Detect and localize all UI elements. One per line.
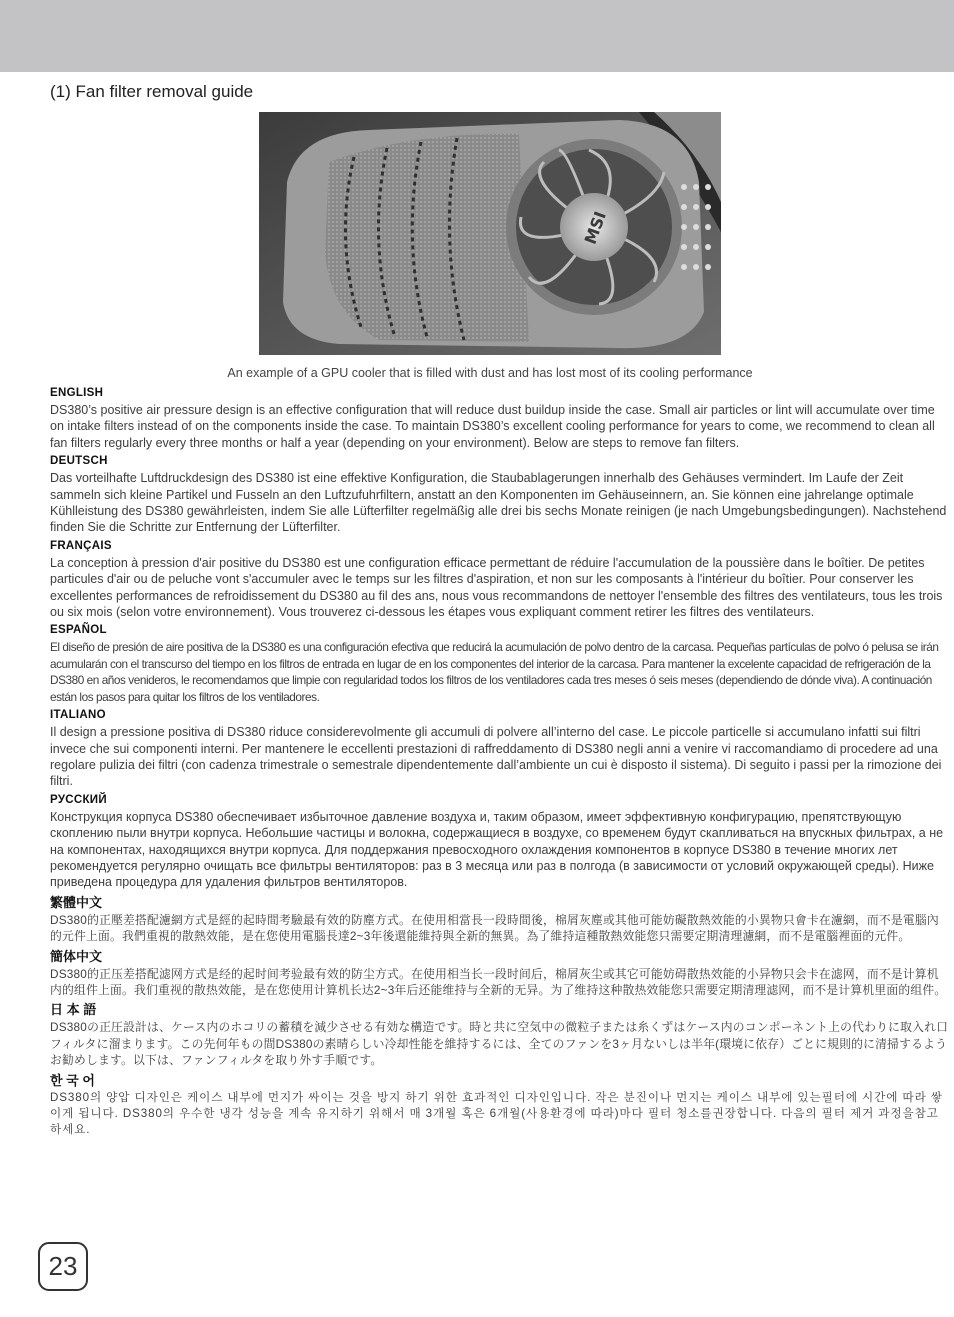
paragraph-italiano: Il design a pressione positiva di DS380 riduce considerevolmente gli accumuli di polvere all’interno del case. Le piccole particelle si accumulano infatti sui filtri invece che sui componenti interni. Per mantenere le eccellenti prestazioni di raffreddamento di DS380 negli anni a venire vi raccomandiamo di procedere ad una regolare pulizia dei filtri (con cadenza trimestrale o semestrale dipendentemente dall’ambiente un cui è disposto il sistema). Di seguito i passi per la rimozione dei filtri.	[50, 725, 942, 789]
header-band	[0, 0, 954, 72]
heading-francais: FRANÇAIS	[50, 539, 112, 552]
page-number-box	[38, 1242, 88, 1291]
heading-english: ENGLISH	[50, 387, 104, 399]
language-sections	[50, 384, 950, 1142]
heading-japanese: 日 本 語	[50, 1002, 97, 1018]
svg-text:MSI: MSI	[580, 208, 610, 247]
paragraph-espanol: El diseño de presión de aire positiva de la DS380 es una configuración efectiva que reducirá la acumulación de polvo dentro de la carcasa. Pequeñas partículas de polvo ó pelusa se irán acumularán con el transcurso del tiempo en los filtros de entrada en lugar de en los componentes del interior de la carcasa. Para mantener la excelente capacidad de refrigeración de la DS380 en años venideros, le recomendamos que limpie con regularidad todos los filtros de los ventiladores cada tres meses ó seis meses (dependiendo de dónde viva). A continuación están los pasos para quitar los filtros de los ventiladores.	[50, 640, 939, 704]
paragraph-korean: DS380의 양압 디자인은 케이스 내부에 먼지가 싸이는 것을 방지 하기 위한 효과적인 디자인입니다. 작은 분진이나 먼지는 케이스 내부에 있는필터에 시간에 따라 쌓이게 됩니다. DS380의 우수한 냉각 성능을 계속 유지하기 위해서 매 3개월 혹은 6개월(사용환경에 따라)마다 필터 청소를권장합니다. 다음의 필터 제거 과정을참고하세요.	[50, 1090, 943, 1137]
heading-russian: РУССКИЙ	[50, 793, 107, 806]
heading-espanol: ESPAÑOL	[50, 624, 107, 637]
page-number: 23	[48, 1251, 78, 1281]
heading-korean: 한 국 어	[50, 1072, 95, 1088]
heading-italiano: ITALIANO	[50, 709, 106, 722]
paragraph-simplified-chinese: DS380的正压差搭配滤网方式是经的起时间考验最有效的防尘方式。在使用相当长一段时间后，棉屑灰尘或其它可能妨碍散热效能的小异物只会卡在滤网，而不是计算机内的组件上面。我们重视的散热效能，是在您使用计算机长达2~3年后还能维持与全新的无异。为了维持这种散热效能您只需要定期清理滤网，而不是计算机里面的组件。	[50, 966, 947, 997]
paragraph-francais: La conception à pression d'air positive du DS380 est une configuration efficace permettant de réduire l'accumulation de la poussière dans le boîtier. De petites particules d'air ou de peluche vont s'accumuler avec le temps sur les filtres d'aspiration, et non sur les composants à l'intérieur du boîtier. Pour conserver les excellentes performances de refroidissement du DS380 au fil des ans, nous vous recommandons de nettoyer l'ensemble des filtres des ventilateurs, tous les trois ou six mois (selon votre environnement). Vous trouverez ci-dessous les étapes vous expliquant comment retirer les filtres des ventilateurs.	[50, 555, 943, 620]
paragraph-deutsch: Das vorteilhafte Luftdruckdesign des DS380 ist eine effektive Konfiguration, die Staubablagerungen innerhalb des Gehäuses vermindert. Im Laufe der Zeit sammeln sich kleine Partikel und Fusseln an den Luftzufuhrfiltern, anstatt an den Komponenten im Gehäuseinnern, an. Sie können eine jahrelange optimale Kühlleistung des DS380 gewährleisten, indem Sie alle Lüfterfilter regelmäßig alle drei bis sechs Monate reinigen (je nach Umgebungsbedingungen). Nachstehend finden Sie die Schritte zur Entfernung der Lüfterfilter.	[50, 471, 947, 535]
paragraph-traditional-chinese: DS380的正壓差搭配濾網方式是經的起時間考驗最有效的防塵方式。在使用相當長一段時間後，棉屑灰塵或其他可能妨礙散熱效能的小異物只會卡在濾網，而不是電腦內的元件上面。我們重視的散熱效能，是在您使用電腦長達2~3年後還能維持與全新的無異。為了維持這種散熱效能您只需要定期清理濾網，而不是電腦裡面的元件。	[50, 912, 939, 944]
heading-traditional-chinese: 繁體中文	[50, 894, 103, 910]
section-title: (1) Fan filter removal guide	[50, 82, 254, 101]
figure-caption: An example of a GPU cooler that is filled with dust and has lost most of its cooling performance	[227, 366, 753, 380]
heading-deutsch: DEUTSCH	[50, 455, 108, 468]
heading-simplified-chinese: 簡体中文	[50, 948, 103, 964]
paragraph-english: DS380’s positive air pressure design is an effective configuration that will reduce dust buildup inside the case. Small air particles or lint will accumulate over time on intake filters instead of on the components inside the case. To maintain DS380’s excellent cooling performance for years to come, we recommend to clean all fan filters regularly every three months or half a year (depending on your environment). Below are steps to remove fan filters.	[50, 403, 935, 450]
paragraph-russian: Конструкция корпуса DS380 обеспечивает избыточное давление воздуха и, таким образом, имеет эффективную конфигурацию, препятствующую скоплению пыли внутри корпуса. Небольшие частицы и волокна, содержащиеся в воздухе, со временем будут скапливаться на впускных фильтрах, а не на компонентах, находящихся внутри корпуса. Для поддержания превосходного охлаждения компонентов в корпусе DS380 в течение многих лет рекомендуется регулярно очищать все фильтры вентиляторов: раз в 3 месяца или раз в полгода (в зависимости от условий окружающей среды). Ниже приведена процедура для удаления фильтров вентиляторов.	[50, 809, 944, 890]
gpu-cooler-photo	[259, 112, 721, 355]
paragraph-japanese: DS380の正圧設計は、ケース内のホコリの蓄積を減少させる有効な構造です。時と共に空気中の微粒子または糸くずはケース内のコンポーネント上の代わりに取入れ口フィルタに溜まります。この先何年もの間DS380の素晴らしい冷却性能を維持するには、全てのファンを3ヶ月ないしは半年(環境に依存）ごとに規則的に清掃するようお勧めします。以下は、ファンフィルタを取り外す手順です。	[50, 1020, 949, 1068]
